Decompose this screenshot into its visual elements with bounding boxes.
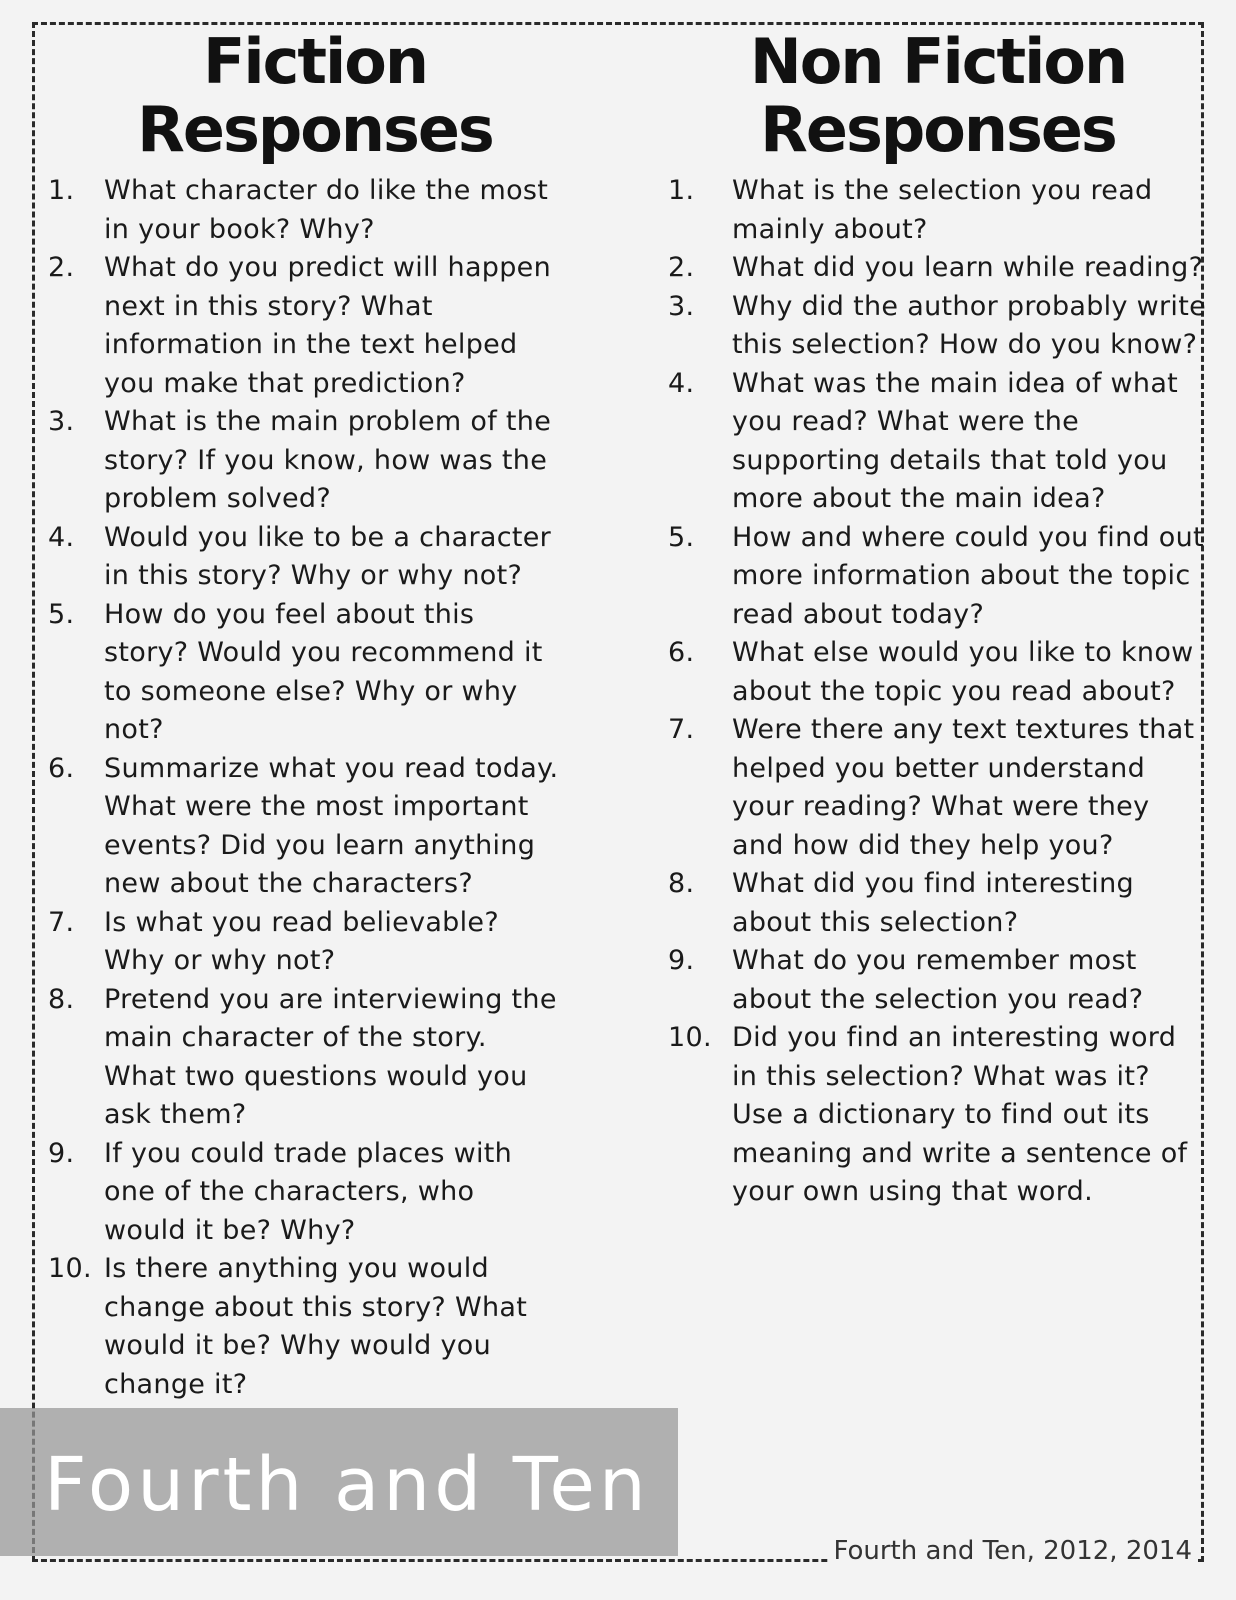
list-item (668, 865, 1208, 942)
item-number: 2. (48, 252, 75, 283)
item-text: Is there anything you would change about this story? What would it be? Why would you change it? (104, 1253, 528, 1400)
fiction-title-line1: Fiction (203, 25, 427, 98)
list-item (40, 1135, 560, 1251)
item-text: What did you find interesting about this selection? (732, 868, 1134, 938)
item-text: What character do like the most in your book? Why? (104, 175, 549, 245)
item-number: 10. (668, 1022, 712, 1053)
item-text: If you could trade places with one of the characters, who would it be? Why? (104, 1137, 513, 1246)
item-text: Did you find an interesting word in this selection? What was it? Use a dictionary to find out its meaning and write a sentence of your own using that word. (732, 1022, 1188, 1207)
list-item (668, 634, 1208, 711)
item-number: 5. (48, 598, 75, 630)
item-text: What did you learn while reading? (732, 252, 1204, 283)
item-text: Why did the author probably write this selection? How do you know? (732, 290, 1207, 360)
list-item (668, 288, 1208, 365)
item-text: What do you remember most about the selection you read? (732, 945, 1144, 1015)
list-item (40, 904, 560, 981)
item-number: 10. (48, 1253, 92, 1284)
copyright-credit: Fourth and Ten, 2012, 2014 (829, 1536, 1196, 1566)
item-text: What was the main idea of what you read? What were the supporting details that told you more about the main idea? (732, 367, 1179, 514)
watermark-banner (0, 1408, 678, 1556)
list-item (668, 942, 1208, 1019)
list-item (668, 172, 1208, 249)
list-item (668, 365, 1208, 519)
item-text: What is the main problem of the story? If you know, how was the problem solved? (104, 406, 552, 514)
item-text: What is the selection you read mainly about? (732, 175, 1153, 245)
list-item (668, 249, 1208, 288)
fiction-column (40, 25, 560, 1404)
nonfiction-heading (688, 25, 1188, 166)
item-text: What else would you like to know about the topic you read about? (732, 637, 1194, 707)
item-number: 1. (48, 175, 75, 206)
watermark-text: Fourth and Ten (44, 1442, 650, 1528)
nonfiction-title-line2: Responses (760, 93, 1116, 166)
item-number: 1. (668, 175, 695, 206)
item-text: How do you feel about this story? Would you recommend it to someone else? Why or why not? (104, 598, 543, 745)
item-text: Pretend you are interviewing the main character of the story. What two questions would you ask them? (104, 983, 557, 1130)
list-item (668, 519, 1208, 635)
list-item (40, 172, 560, 249)
item-number: 4. (668, 367, 695, 399)
item-number: 3. (668, 290, 695, 322)
fiction-list (40, 172, 560, 1404)
list-item (668, 711, 1208, 865)
item-text: How and where could you find out more information about the topic read about today? (732, 521, 1204, 630)
item-text: Were there any text textures that helped you better understand your reading? What were they and how did they help you? (732, 714, 1195, 861)
list-item (40, 981, 560, 1135)
item-number: 9. (668, 945, 695, 976)
item-number: 2. (668, 252, 695, 283)
nonfiction-list (668, 172, 1208, 1212)
item-text: Would you like to be a character in this story? Why or why not? (104, 521, 552, 591)
item-number: 8. (668, 868, 695, 899)
item-number: 7. (48, 906, 75, 938)
item-number: 9. (48, 1137, 75, 1169)
list-item (40, 750, 560, 904)
item-number: 6. (668, 637, 695, 668)
item-text: Summarize what you read today. What were the most important events? Did you learn anything new about the characters? (104, 752, 559, 899)
list-item (668, 1019, 1208, 1212)
item-number: 8. (48, 983, 75, 1015)
item-text: What do you predict will happen next in this story? What information in the text helped you make that prediction? (104, 252, 551, 399)
item-number: 5. (668, 521, 695, 553)
fiction-heading (30, 25, 600, 166)
item-number: 7. (668, 714, 695, 745)
list-item (40, 403, 560, 519)
list-item (40, 596, 560, 750)
list-item (40, 519, 560, 596)
fiction-title-line2: Responses (137, 93, 493, 166)
nonfiction-column (668, 25, 1208, 1212)
list-item (40, 1250, 560, 1404)
item-text: Is what you read believable? Why or why not? (104, 906, 499, 976)
item-number: 4. (48, 521, 75, 553)
item-number: 6. (48, 752, 75, 784)
item-number: 3. (48, 406, 75, 437)
nonfiction-title-line1: Non Fiction (749, 25, 1127, 98)
list-item (40, 249, 560, 403)
